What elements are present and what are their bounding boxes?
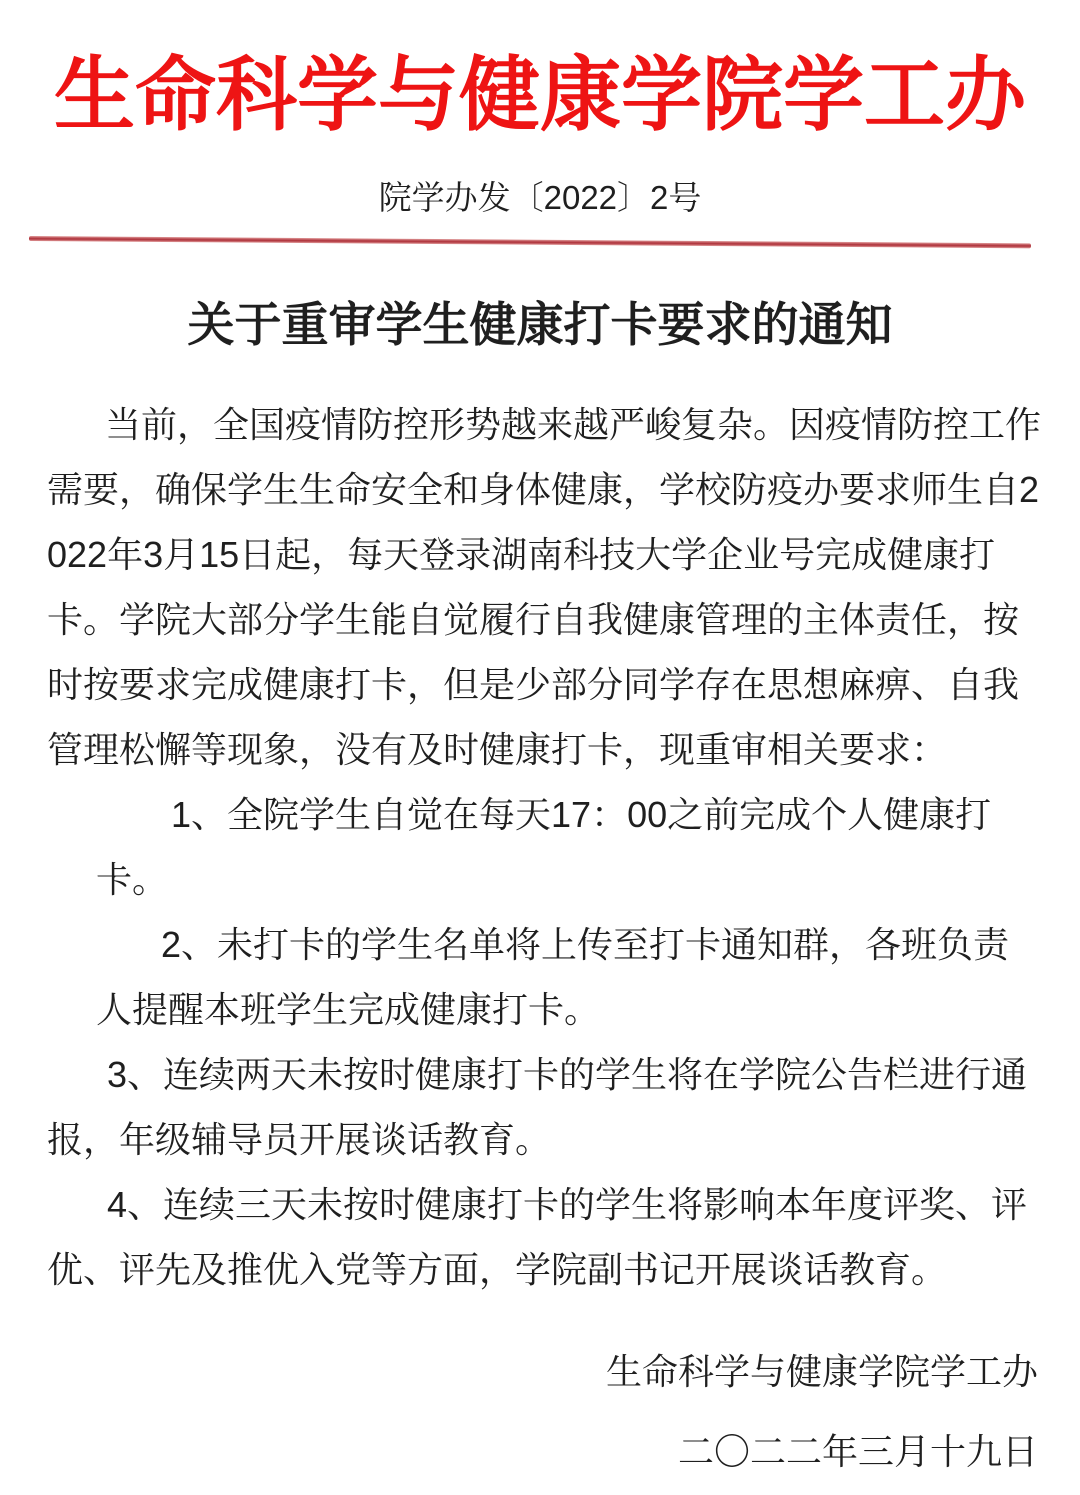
body-line: 报，年级辅导员开展谈话教育。 [47, 1119, 552, 1160]
body-line: 4、连续三天未按时健康打卡的学生将影响本年度评奖、评 [107, 1184, 1028, 1225]
body-line: 管理松懈等现象，没有及时健康打卡，现重审相关要求： [47, 729, 948, 770]
body-line: 2、未打卡的学生名单将上传至打卡通知群，各班负责 [161, 924, 1010, 965]
signature-date: 二〇二二年三月十九日 [677, 1431, 1038, 1472]
body-line: 需要，确保学生生命安全和身体健康，学校防疫办要求师生自2 [47, 469, 1040, 510]
notice-title: 关于重审学生健康打卡要求的通知 [187, 298, 893, 351]
signature: 生命科学与健康学院学工办 [605, 1351, 1038, 1392]
signature-block [606, 1348, 1038, 1476]
body-line: 当前，全国疫情防控形势越来越严峻复杂。因疫情防控工作 [105, 404, 1042, 445]
body-line: 卡。 [96, 859, 169, 900]
notice-body [47, 392, 1042, 1302]
body-line: 优、评先及推优入党等方面，学院副书记开展谈话教育。 [47, 1249, 948, 1290]
body-line: 时按要求完成健康打卡，但是少部分同学存在思想麻痹、自我 [47, 664, 1020, 705]
body-line: 022年3月15日起，每天登录湖南科技大学企业号完成健康打 [47, 534, 996, 575]
body-line: 1、全院学生自觉在每天17：00之前完成个人健康打 [171, 794, 992, 835]
body-line: 卡。学院大部分学生能自觉履行自我健康管理的主体责任，按 [47, 599, 1020, 640]
document-number: 院学办发〔2022〕2号 [378, 179, 702, 216]
red-divider-rule [29, 236, 1031, 248]
body-line: 人提醒本班学生完成健康打卡。 [96, 989, 601, 1030]
org-title: 生命科学与健康学院学工办 [53, 51, 1026, 141]
body-line: 3、连续两天未按时健康打卡的学生将在学院公告栏进行通 [107, 1054, 1028, 1095]
